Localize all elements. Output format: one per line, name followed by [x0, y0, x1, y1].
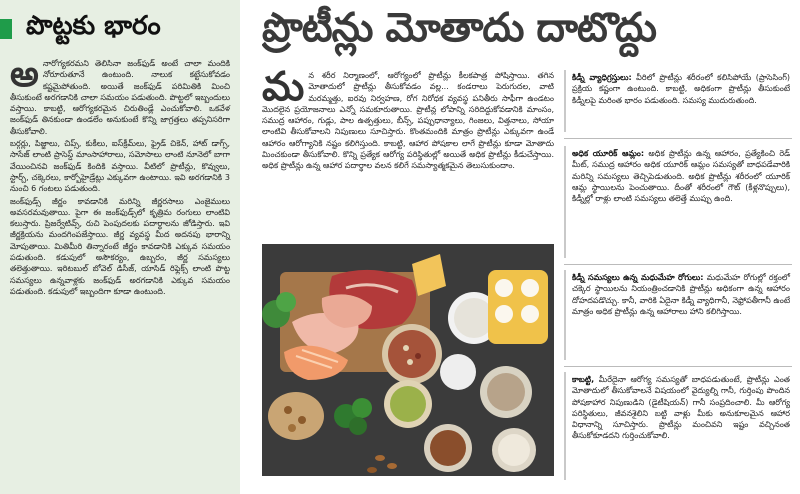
food-illustration	[262, 244, 554, 476]
divider	[564, 366, 792, 367]
info-box-diabetes	[564, 270, 792, 360]
protein-foods-photo	[262, 244, 554, 476]
article-intro	[262, 70, 554, 236]
box-title: కాబట్టి,	[572, 375, 595, 384]
box-body: మీరేదైనా ఆరోగ్య సమస్యతో బాధపడుతుంటే, ప్రొటీన్లు ఎంత మోతాదులో తీసుకోవాలనే విషయంలో వైద్యుల్ని గానీ, గుర్తింపు పొందిన పోషకాహార నిపుణుడిని (డైటీషియన్) గానీ సంప్రదించాలి. మీ ఆరోగ్య పరిస్థితులు, జీవనశైలిని బట్టి వాళ్లు మీకు అనుకూలమైన ఆహార విధానాన్ని సూచిస్తారు. ప్రొటీన్లు మంచివని ఇష్టం వచ్చినంత తీసుకోకూడదని గుర్తించుకోవాలి.	[572, 375, 790, 441]
sidebar-header	[0, 0, 230, 58]
sidebar-title: పొట్టకు భారం	[26, 11, 161, 41]
info-box-kidney	[564, 70, 792, 132]
divider	[564, 138, 792, 139]
sidebar-paragraph: జంక్‌ఫుడ్స్ జీర్ణం కావడానికి మరిన్ని జీర్ణరసాలు ఎంజైములు అవసరమవుతాయి. పైగా ఈ జంక్‌ఫుడ్స్‌లో కృత్రిమ రంగులు లాంటివి కలుస్తారు. ప్రిజర్వేటివ్స్, రుచి పెంపుదలకు పదార్థాలను జోడిస్తారు. ఇవి జీర్ణక్రియను మందగింపజేస్తాయి. జీర్ణ వ్యవస్థ మీద అదనపు భారాన్ని మోపుతాయి. మితిమీరి తిన్నారంటే జీర్ణం కావడానికి ఎక్కువ సమయం పడుతుంది. కడుపులో అసౌకర్యం, ఉబ్బరం, జీర్ణ సమస్యలు తలెత్తుతాయి. ఇరిటబుల్ బోవెల్ డిసీజ్, యాసిడ్ రిఫ్లెక్స్ లాంటి పొట్ట సమస్యలు ఉన్నవాళ్లకు జంక్‌ఫుడ్ అరగడానికి ఎక్కువ సమయం పడుతుంది. కడుపులో ఇబ్బందిగా కూడా ఉంటుంది.	[10, 196, 230, 296]
drop-cap: మ	[262, 70, 305, 110]
sidebar-paragraph: అనారోగ్యకరమని తెలిసినా జంక్‌ఫుడ్ అంటే చాలా మందికి నోరూరుతూనే ఉంటుంది. నాలుక కట్టేసుకోవడం కష్టమైపోతుంది. అయితే జంక్‌ఫుడ్ పరిమితికి మించి తీసుకుంటే అరగడానికి చాలా సమయం పడుతుంది. పొట్టలో ఇబ్బందులు వస్తాయి. కాబట్టి, ఆరోగ్యకరమైన చిరుతిండ్లే ఎంచుకోవాలి. ఒకవేళ జంక్‌ఫుడ్ తినకుండా ఉండలేం అనుకుంటే కొన్ని జాగ్రత్తలు తప్పనిసరిగా తీసుకోవాలి.	[10, 53, 230, 136]
main-headline: ప్రొటీన్లు మోతాదు దాటొద్దు	[262, 4, 656, 51]
sidebar-article	[0, 0, 240, 494]
box-title: కిడ్నీ వ్యాధిగ్రస్తులు:	[572, 73, 632, 82]
box-body: మధుమేహ రోగుల్లో రక్తంలో చక్కెర స్థాయిలను నియంత్రించడానికి ప్రొటీన్లు అధికంగా ఉన్న ఆహారం దోహదపడొచ్చు. కానీ, వారికి ఏదైనా కిడ్నీ వ్యాధిగానీ, నెఫ్రోపతీగానీ ఉంటే మాత్రం అధిక ప్రొటీన్లు ఉన్న ఆహారాలు హాని కలిగిస్తాయి.	[572, 273, 790, 316]
right-column	[564, 70, 792, 480]
box-body: వీరిలో ప్రొటీన్లు శరీరంలో కలిసిపోయే (ప్రాసెసింగ్) ప్రక్రియ కష్టంగా ఉంటుంది. కాబట్టి, అధికంగా ప్రొటీన్లు తీసుకుంటే కిడ్నీలపై మరింత భారం పడుతుంది. సమస్య ముదురుతుంది.	[572, 73, 790, 105]
info-box-conclusion	[564, 372, 792, 480]
divider	[564, 264, 792, 265]
sidebar-paragraph: బర్గర్లు, పిజ్జాలు, చిప్స్, కుకీలు, ఐస్‌క్రీమ్‌లు, ఫ్రైడ్ చికెన్, హాట్ డాగ్స్, సాసేజ్ లాంటి ప్రాసెస్డ్ మాంసాహారాలు, సమోసాలు లాంటి నూనెలో బాగా వేయించినవి జంక్‌ఫుడ్ కిందికి వస్తాయి. వీటిలో ప్రొటీన్లు, కొవ్వులు, స్టార్చ్, చక్కెరలు, కార్బోహైడ్రేట్లు ఎక్కువగా ఉంటాయి. ఇవి అరగడానికి 3 నుంచి 6 గంటలు పడుతుంది.	[10, 139, 230, 194]
sidebar-body	[10, 53, 230, 297]
article-body: న శరీర నిర్మాణంలో, ఆరోగ్యంలో ప్రొటీన్లు కీలకపాత్ర పోషిస్తాయి. తగిన మోతాదులో ప్రొటీన్లు తీసుకోవడం వల్ల... కండరాలు పెరుగుదల, వాటి మరమ్మత్తు, ఐరవు నిర్వహణ, రోగ నిరోధక వ్యవస్థ పనితీరు సాఫీగా ఉండటం మొదలైన ప్రయోజనాలు ఎన్నో సమకూరుతాయి. ప్రొటీన్ల లోపాన్ని సరిదిద్దుకోవడానికి మాంసం, సముద్ర ఆహారం, గుడ్లు, పాల ఉత్పత్తులు, బీన్స్, పప్పుధాన్యాలు, గింజలు, విత్తనాలు, సోయా లాంటివి తీసుకోవాలని నిపుణులు సూచిస్తారు. కొంతమందికి మాత్రం ప్రొటీన్లు ఎక్కువగా ఉండే ఆహారం ఆరోగ్యానికి నష్టం కలిగిస్తుంది. కాబట్టి, ఆహార పోషకాల లాగే ప్రొటీన్లు కూడా మోతాదు మించకుండా తీసుకోవాలి. కొన్ని ప్రత్యేక ఆరోగ్య పరిస్థితుల్లో అయితే అధిక ప్రొటీన్లు కీడుచేస్తాయి. అధిక ప్రొటీన్లు ఉన్న ఆహార పదార్థాల వలన కలిగే సమస్యాత్మకమైన తెలుసుకుందాం.	[262, 71, 554, 171]
box-title: కిడ్నీ సమస్యలు ఉన్న మధుమేహ రోగులు:	[572, 273, 704, 282]
box-title: అధిక యూరిక్ ఆమ్లం:	[572, 149, 645, 158]
info-box-uric-acid	[564, 146, 792, 258]
drop-cap: అ	[10, 53, 39, 95]
box-body: అధిక ప్రొటీన్లు ఉన్న ఆహారం, ప్రత్యేకించి రెడ్ మీట్, సముద్ర ఆహారం అధిక యూరిక్ ఆమ్లం సమస్యతో బాధపడేవారికి మరిన్ని సమస్యలు తెచ్చిపెడుతుంది. అధిక ప్రొటీన్లు శరీరంలో యూరిక్ ఆమ్ల స్థాయిలను పెంచుతాయి. దీంతో శరీరంలో గౌట్ (కీళ్లనొప్పులు), కిడ్నీల్లో రాళ్లు లాంటి సమస్యలు తలెత్తే ముప్పు ఉంది.	[572, 149, 790, 204]
section-marker	[0, 19, 12, 39]
